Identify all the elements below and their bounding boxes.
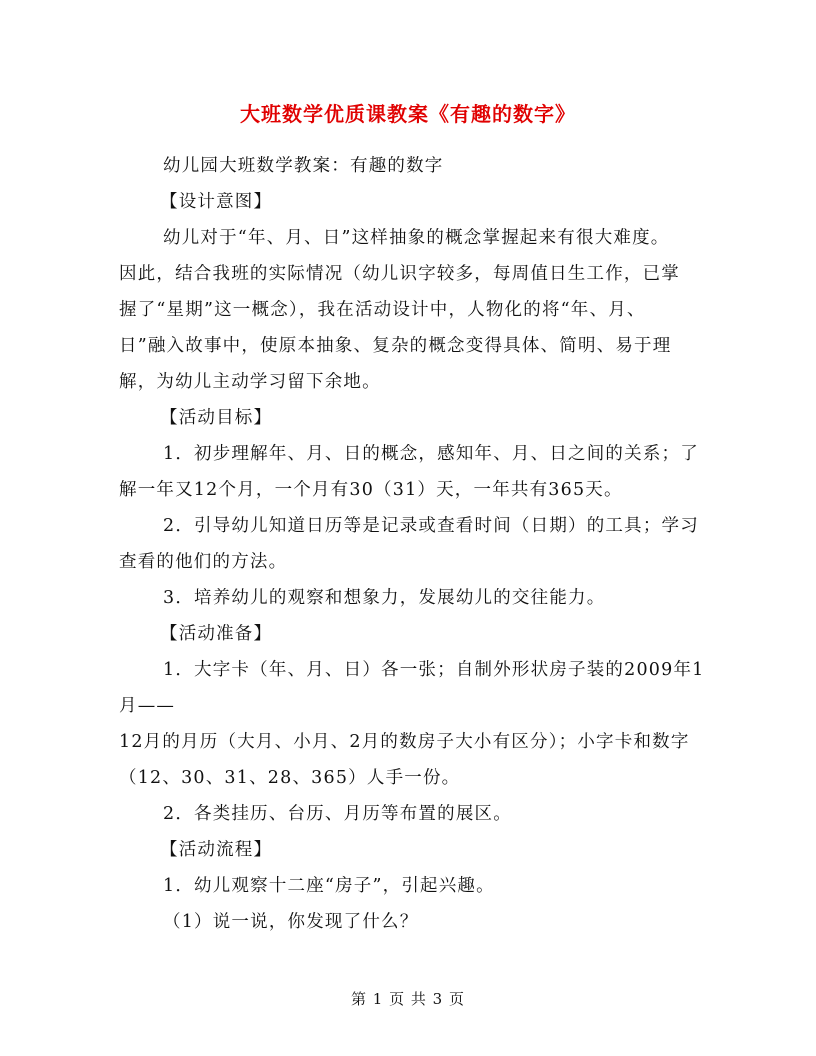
- text-line: 月——: [119, 696, 176, 716]
- text-line: 握了“星期”这一概念），我在活动设计中，人物化的将“年、月、: [119, 300, 646, 320]
- text-line: 解一年又12个月，一个月有30（31）天，一年共有365天。: [119, 480, 623, 500]
- text-line: 幼儿园大班数学教案：有趣的数字: [163, 156, 444, 176]
- text-line: 1．大字卡（年、月、日）各一张；自制外形状房子装的2009年1: [163, 660, 705, 680]
- text-line: 解，为幼儿主动学习留下余地。: [119, 372, 381, 392]
- page-footer: 第 1 页 共 3 页: [351, 990, 465, 1008]
- text-line: 1．初步理解年、月、日的概念，感知年、月、日之间的关系；了: [163, 444, 699, 464]
- text-line: 查看的他们的方法。: [119, 552, 288, 572]
- text-line: 12月的月历（大月、小月、2月的数房子大小有区分）；小字卡和数字: [119, 732, 690, 752]
- section-heading: 【活动准备】: [160, 624, 273, 644]
- text-line: 1．幼儿观察十二座“房子”，引起兴趣。: [163, 876, 495, 896]
- section-heading: 【设计意图】: [160, 192, 273, 212]
- section-heading: 【活动流程】: [160, 840, 273, 860]
- text-line: 日”融入故事中，使原本抽象、复杂的概念变得具体、简明、易于理: [119, 336, 672, 356]
- text-line: （1）说一说，你发现了什么？: [163, 912, 419, 932]
- document-title: 大班数学优质课教案《有趣的数字》: [240, 102, 576, 126]
- text-line: 2．各类挂历、台历、月历等布置的展区。: [163, 804, 512, 824]
- text-line: 2．引导幼儿知道日历等是记录或查看时间（日期）的工具；学习: [163, 516, 699, 536]
- text-line: （12、30、31、28、365）人手一份。: [119, 768, 461, 788]
- section-heading: 【活动目标】: [160, 408, 273, 428]
- text-line: 因此，结合我班的实际情况（幼儿识字较多，每周值日生工作，已掌: [119, 264, 680, 284]
- text-line: 3．培养幼儿的观察和想象力，发展幼儿的交往能力。: [163, 588, 606, 608]
- text-line: 幼儿对于“年、月、日”这样抽象的概念掌握起来有很大难度。: [163, 228, 670, 248]
